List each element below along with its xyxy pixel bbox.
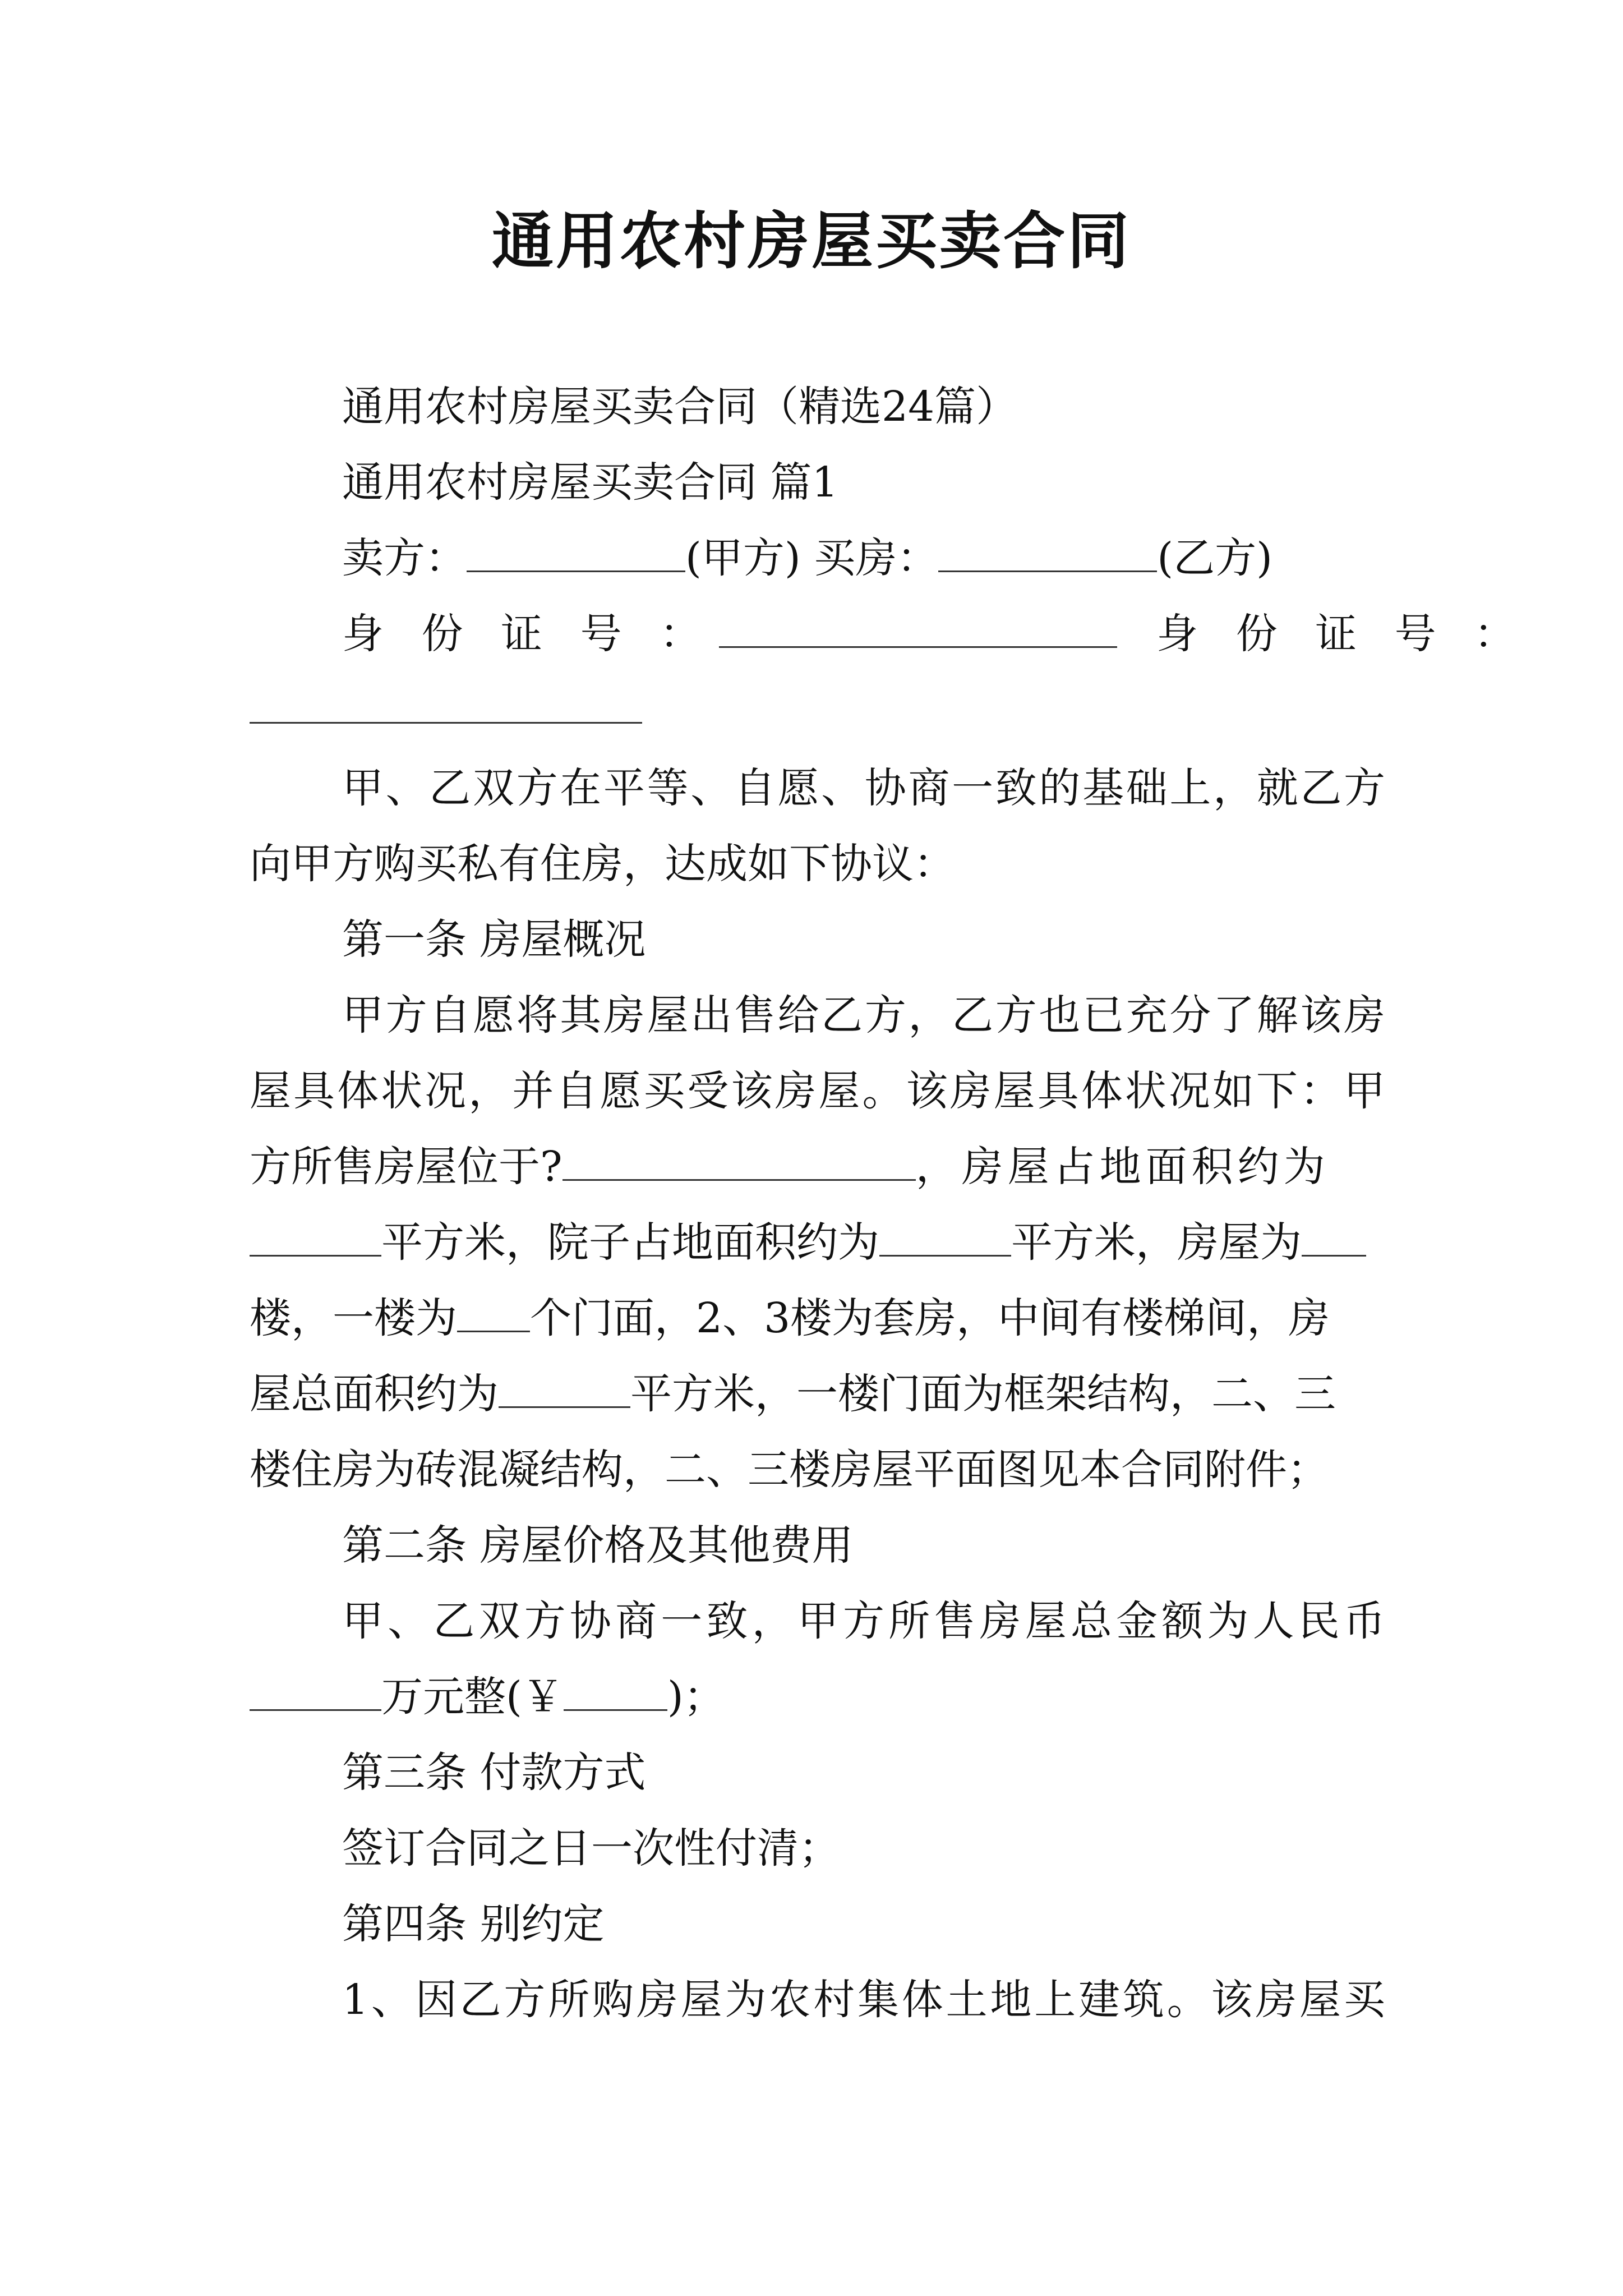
paragraph-line: 向甲方购买私有住房，达成如下协议： xyxy=(250,840,955,888)
buyer-blank xyxy=(938,531,1157,572)
location-label: 方所售房屋位于? xyxy=(250,1143,562,1191)
id-label-b: 身 份 证 号 ： xyxy=(1156,610,1528,658)
paragraph-line: 楼住房为砖混凝结构，二、三楼房屋平面图见本合同附件； xyxy=(250,1446,1329,1494)
subtitle-line: 通用农村房屋买卖合同（精选24篇） xyxy=(342,383,1018,431)
area-blank xyxy=(250,1216,381,1257)
buyer-label: (甲方) 买房： xyxy=(685,534,939,582)
paragraph-line xyxy=(250,1663,725,1731)
article-heading: 第三条 付款方式 xyxy=(342,1749,646,1797)
floors-blank xyxy=(1302,1216,1366,1257)
yard-blank xyxy=(879,1216,1011,1257)
id-blank-line xyxy=(250,676,642,743)
party-line xyxy=(342,524,1272,592)
paragraph-line: 屋具体状况，并自愿买受该房屋。该房屋具体状况如下：甲 xyxy=(250,1067,1385,1115)
structure-text: 平方米，一楼门面为框架结构，二、三 xyxy=(630,1370,1336,1418)
paragraph-line xyxy=(250,1209,1366,1276)
yard-label: 平方米，院子占地面积约为 xyxy=(381,1218,879,1267)
article-heading: 第二条 房屋价格及其他费用 xyxy=(342,1521,854,1570)
paragraph-line xyxy=(250,1133,1330,1200)
paragraph-line: 甲方自愿将其房屋出售给乙方，乙方也已充分了解该房 xyxy=(342,991,1385,1039)
page-title: 通用农村房屋买卖合同 xyxy=(492,205,1131,277)
party-b-label: (乙方) xyxy=(1157,534,1273,582)
id-blank-b xyxy=(250,683,642,724)
paragraph-line: 签订合同之日一次性付清； xyxy=(342,1824,840,1872)
price-close: )； xyxy=(667,1673,725,1721)
paragraph-line: 1、因乙方所购房屋为农村集体土地上建筑。该房屋买 xyxy=(342,1976,1385,2024)
storefront-label: 楼，一楼为 xyxy=(250,1294,457,1342)
id-blank-a xyxy=(719,607,1117,648)
location-blank xyxy=(562,1140,916,1181)
article-heading: 第一条 房屋概况 xyxy=(342,915,646,964)
article-heading: 第四条 别约定 xyxy=(342,1900,605,1948)
seller-label: 卖方： xyxy=(342,534,467,582)
id-label-a: 身 份 证 号 ： xyxy=(342,610,714,658)
price-figure-blank xyxy=(564,1670,667,1711)
id-line xyxy=(342,600,1528,668)
section-heading: 通用农村房屋买卖合同 篇1 xyxy=(342,458,838,507)
storefront-blank xyxy=(457,1291,530,1332)
paragraph-line xyxy=(250,1360,1336,1428)
paragraph-line: 甲、乙双方协商一致，甲方所售房屋总金额为人民币 xyxy=(342,1597,1385,1645)
price-label: 万元整(￥ xyxy=(381,1673,564,1721)
paragraph-line: 甲、乙双方在平等、自愿、协商一致的基础上，就乙方 xyxy=(342,764,1385,812)
total-area-blank xyxy=(499,1367,630,1408)
price-blank xyxy=(250,1670,381,1711)
area-label: ，房屋占地面积约为 xyxy=(915,1143,1330,1191)
paragraph-line xyxy=(250,1285,1330,1352)
total-area-label: 屋总面积约为 xyxy=(250,1370,499,1418)
seller-blank xyxy=(467,531,685,572)
storefront-text: 个门面，2、3楼为套房，中间有楼梯间，房 xyxy=(530,1294,1330,1342)
floors-label: 平方米，房屋为 xyxy=(1011,1218,1302,1267)
